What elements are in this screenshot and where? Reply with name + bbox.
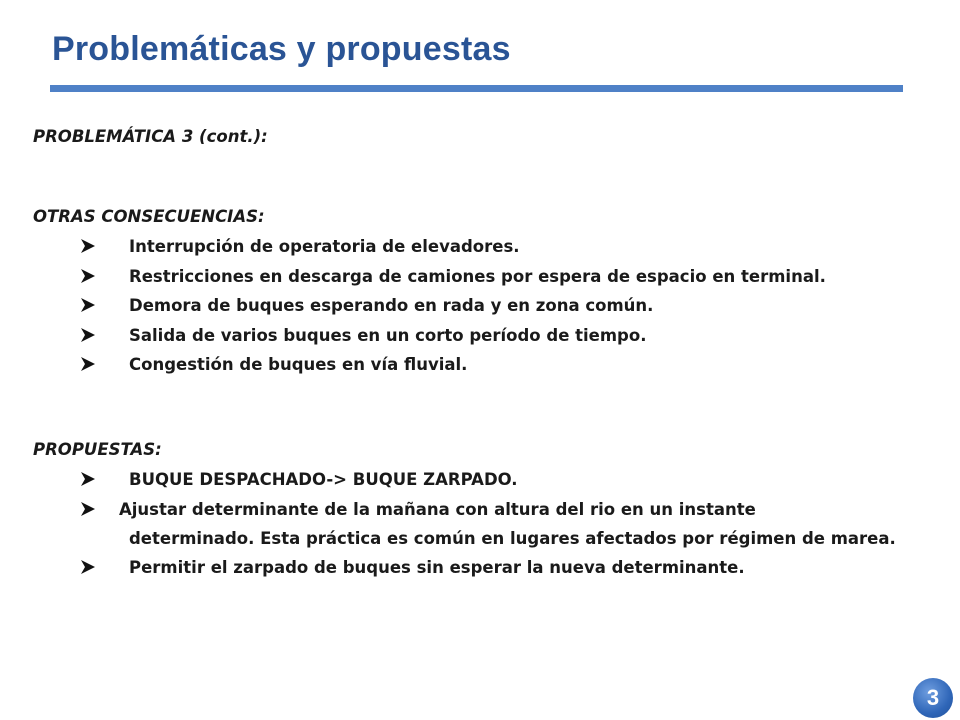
list-item-text-continued: determinado. Esta práctica es común en lugares afectados por régimen de marea. xyxy=(129,528,896,548)
slide-title: Problemáticas y propuestas xyxy=(52,30,511,68)
list-item-text: Permitir el zarpado de buques sin esperar la nueva determinante. xyxy=(129,557,745,577)
arrow-bullet-icon xyxy=(80,268,96,284)
proposals-heading: PROPUESTAS: xyxy=(33,440,162,459)
arrow-bullet-icon xyxy=(80,327,96,343)
list-item-text: Demora de buques esperando en rada y en zona común. xyxy=(129,296,654,316)
list-item-text: Restricciones en descarga de camiones por espera de espacio en terminal. xyxy=(129,266,826,286)
list-item-text: Salida de varios buques en un corto período de tiempo. xyxy=(129,325,647,345)
list-item-text: BUQUE DESPACHADO-> BUQUE ZARPADO. xyxy=(129,470,518,489)
arrow-bullet-icon xyxy=(80,471,96,487)
title-underline xyxy=(50,85,903,92)
consequences-heading: OTRAS CONSECUENCIAS: xyxy=(33,207,265,226)
list-item-text: Interrupción de operatoria de elevadores. xyxy=(129,237,520,256)
arrow-bullet-icon xyxy=(80,559,96,575)
list-item-text: Ajustar determinante de la mañana con altura del rio en un instante xyxy=(119,499,756,519)
arrow-bullet-icon xyxy=(80,238,96,254)
problem-heading: PROBLEMÁTICA 3 (cont.): xyxy=(33,127,268,146)
arrow-bullet-icon xyxy=(80,297,96,313)
arrow-bullet-icon xyxy=(80,356,96,372)
list-item-text: Congestión de buques en vía fluvial. xyxy=(129,355,468,375)
arrow-bullet-icon xyxy=(80,501,96,517)
page-number-badge: 3 xyxy=(913,678,953,718)
